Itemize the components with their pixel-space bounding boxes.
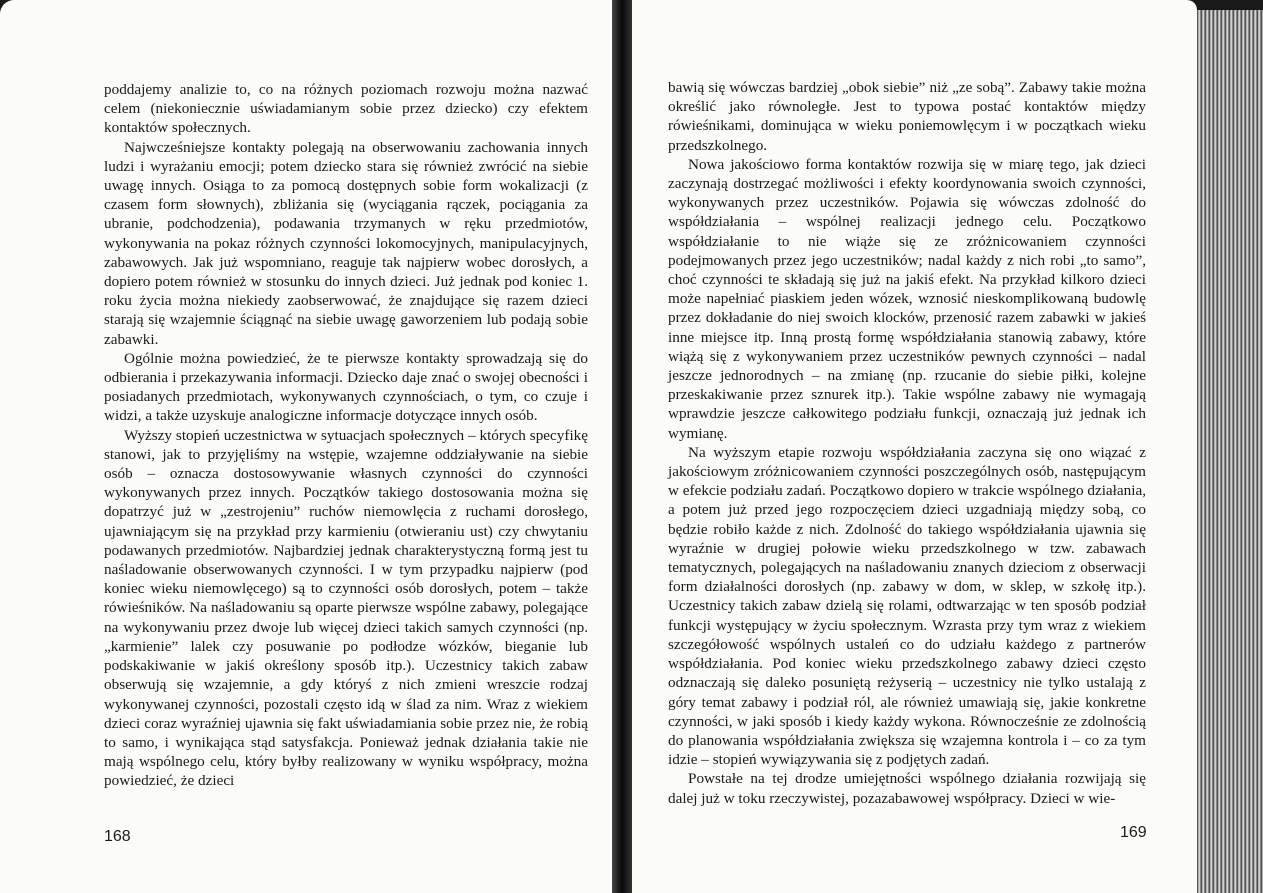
book-page-edges (1197, 10, 1263, 893)
right-page-text (668, 78, 1146, 808)
paragraph: Ogólnie można powiedzieć, że te pierwsze kontakty sprowadzają się do odbierania i przekazywania informacji. Dziecko daje znać o swojej obecności i posiadanych przedmiotach, wykonywanych czynnościach, o tym, co czuje i widzi, a także uzyskuje analogiczne informacje dotyczące innych osób. (104, 349, 588, 425)
paragraph: Na wyższym etapie rozwoju współdziałania zaczyna się ono wiązać z jakościowym zróżnicowaniem czynności poszczególnych osób, następującym w efekcie podziału zadań. Początkowo dopiero w trakcie wspólnego działania, a potem już przed jego rozpoczęciem dzieci uzgadniają między sobą, co będzie robiło każde z nich. Zdolność do takiego współdziałania ujawnia się wyraźnie w drugiej połowie wieku przedszkolnego w tzw. zabawach tematycznych, polegających na naśladowaniu znanych dzieciom z obserwacji form działalności dorosłych (np. zabawy w dom, w sklep, w szkołę itp.). Uczestnicy takich zabaw dzielą się rolami, odtwarzając w ten sposób podział funkcji występujący w życiu społecznym. Wzrasta przy tym wraz z wiekiem szczegółowość wspólnych ustaleń co do udziału każdego z partnerów współdziałania. Pod koniec wieku przedszkolnego zabawy dzieci często odznaczają się daleko posuniętą reżyserią – uczestnicy nie tylko ustalają z góry temat zabawy i podział ról, ale również umawiają się, jakie konkretne czynności, w jaki sposób i kiedy każdy wykona. Równocześnie ze zdolnością do planowania współdziałania zwiększa się wzajemna kontrola i – co za tym idzie – stopień wywiązywania się z podjętych zadań. (668, 443, 1146, 769)
page-number: 168 (104, 828, 131, 845)
paragraph: Najwcześniejsze kontakty polegają na obserwowaniu zachowania innych ludzi i wyrażaniu emocji; potem dziecko stara się również zwrócić na siebie uwagę innych. Osiąga to za pomocą dostępnych sobie form wokalizacji (z czasem form słownych), zbliżania się (wyciągania rączek, pociągania za ubranie, podchodzenia), podawania trzymanych w ręku przedmiotów, wykonywania na pokaz różnych czynności lokomocyjnych, manipulacyjnych, zabawowych. Jak już wspomniano, reaguje tak najpierw wobec dorosłych, a dopiero potem również w stosunku do innych dzieci. Już jednak pod koniec 1. roku życia można niekiedy zaobserwować, że znajdujące się razem dzieci starają się wzajemnie ściągnąć na siebie uwagę gaworzeniem lub podają sobie zabawki. (104, 138, 588, 348)
paragraph: Nowa jakościowo forma kontaktów rozwija się w miarę tego, jak dzieci zaczynają dostrzegać możliwości i efekty koordynowania swoich czynności, wykonywanych przez uczestników. Pojawia się wówczas zdolność do współdziałania – wspólnej realizacji jednego celu. Początkowo współdziałanie to nie wiąże się ze zróżnicowaniem czynności podejmowanych przez jego uczestników; nadal każdy z nich robi „to samo”, choć czynności te składają się już na jakiś efekt. Na przykład kilkoro dzieci może napełniać piaskiem jeden wózek, wznosić nieskomplikowaną budowlę przez dokładanie do niej swoich klocków, przenosić razem zabawki w jakieś inne miejsce itp. Inną prostą formę współdziałania stanowią zabawy, które wiążą się z wykonywaniem przez uczestników pewnych czynności – nadal jeszcze jednorodnych – na zmianę (np. rzucanie do siebie piłki, kolejne przeskakiwanie przez sznurek itp.). Takie wspólne zabawy nie wymagają wprawdzie jeszcze całkowitego podziału funkcji, oznaczają już jednak ich wymianę. (668, 155, 1146, 442)
paragraph: poddajemy analizie to, co na różnych poziomach rozwoju można nazwać celem (niekoniecznie uświadamianym sobie przez dziecko) czy efektem kontaktów społecznych. (104, 81, 588, 137)
right-page (632, 0, 1197, 893)
page-number: 169 (1120, 824, 1147, 841)
left-page-text (104, 80, 588, 791)
paragraph: Powstałe na tej drodze umiejętności wspólnego działania rozwijają się dalej już w toku rzeczywistej, pozazabawowej współpracy. Dzieci w wie- (668, 770, 1146, 807)
book-gutter (612, 0, 632, 893)
left-page (0, 0, 612, 893)
paragraph: bawią się wówczas bardziej „obok siebie” niż „ze sobą”. Zabawy takie można określić jako równoległe. Jest to typowa postać kontaktów między rówieśnikami, dominująca w wieku poniemowlęcym i w początkach wieku przedszkolnego. (668, 79, 1146, 154)
paragraph: Wyższy stopień uczestnictwa w sytuacjach społecznych – których specyfikę stanowi, jak to przyjęliśmy na wstępie, wzajemne oddziaływanie na siebie osób – oznacza dostosowywanie własnych czynności do czynności wykonywanych przez innych. Początków takiego dostosowania można się dopatrzyć już w „zestrojeniu” ruchów niemowlęcia z ruchami dorosłego, ujawniającym się na przykład przy karmieniu (otwieraniu ust) czy chwytaniu podawanych przedmiotów. Najbardziej jednak charakterystyczną formą jest tu naśladowanie obserwowanych czynności. I w tym przypadku najpierw (pod koniec wieku niemowlęcego) są to czynności osób dorosłych, potem – także rówieśników. Na naśladowaniu są oparte pierwsze wspólne zabawy, polegające na wykonywaniu przez dwoje lub więcej dzieci takich samych czynności (np. „karmienie” lalek czy posuwanie po podłodze wózków, bieganie lub podskakiwanie w jakiś określony sposób itp.). Uczestnicy takich zabaw obserwują się wzajemnie, a gdy któryś z nich zmieni wreszcie rodzaj wykonywanej czynności, pozostali często idą w ślad za nim. Wraz z wiekiem dzieci coraz wyraźniej ujawnia się fakt uświadamiania sobie przez nie, że robią to samo, i wynikająca stąd satysfakcja. Ponieważ jednak działania takie nie mają wspólnego celu, który byłby realizowany w wyniku współpracy, można powiedzieć, że dzieci (104, 426, 588, 790)
